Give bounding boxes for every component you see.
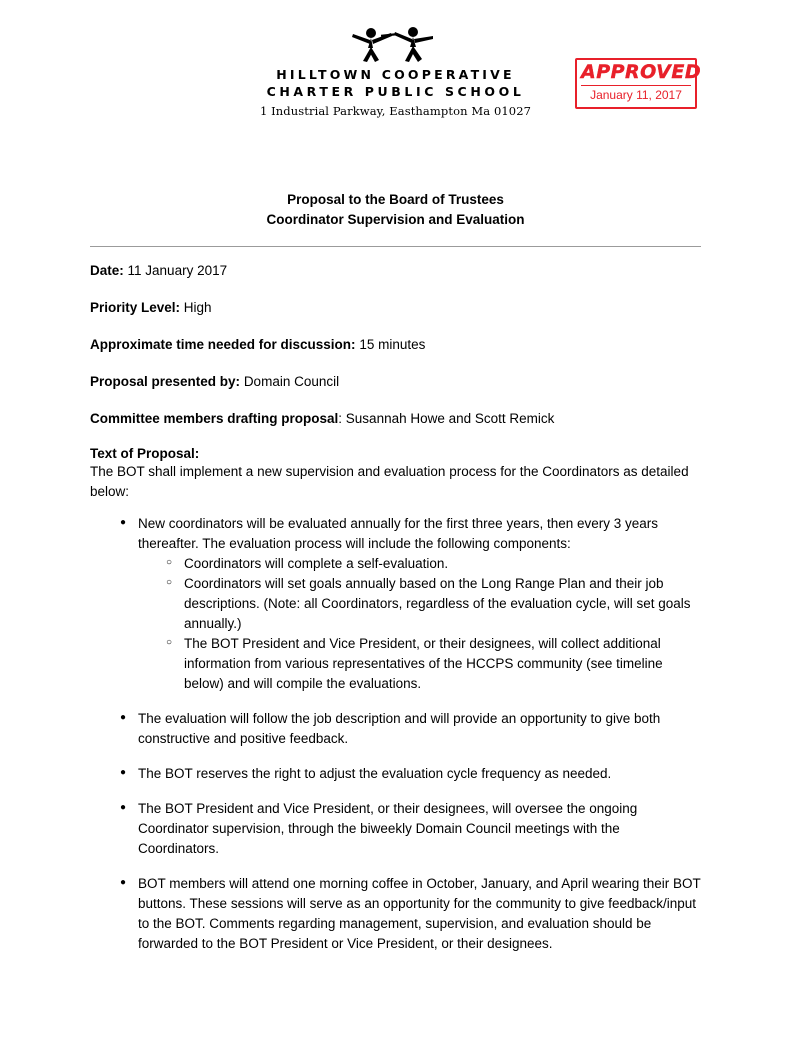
- title-line-2: Coordinator Supervision and Evaluation: [266, 212, 525, 227]
- page-title: [90, 190, 701, 230]
- meta-committee: [90, 409, 701, 428]
- bullet-text: BOT members will attend one morning coffee in October, January, and April wearing their BOT buttons. These sessions will serve as an opportunity for the community to give feedback/input to the BOT. Comments regarding management, supervision, and evaluation should be forwarded to the BOT President or Vice President, or their designees.: [138, 876, 701, 951]
- meta-priority-value: High: [183, 300, 212, 315]
- meta-time-value: 15 minutes: [359, 337, 426, 352]
- list-item: [138, 709, 701, 749]
- sub-bullet-text: The BOT President and Vice President, or their designees, will collect additional information from various representatives of the HCCPS community (see timeline below) and will compile the evaluations.: [184, 636, 663, 691]
- list-item: [138, 764, 701, 784]
- meta-committee-value: : Susannah Howe and Scott Remick: [338, 411, 555, 426]
- approved-stamp-date: January 11, 2017: [581, 85, 691, 103]
- bullet-text: The BOT reserves the right to adjust the evaluation cycle frequency as needed.: [138, 766, 612, 781]
- bullet-text: The BOT President and Vice President, or their designees, will oversee the ongoing Coordinator supervision, through the biweekly Domain Council meetings with the Coordinators.: [138, 801, 638, 856]
- header-divider: [90, 246, 701, 247]
- approved-stamp: [575, 58, 702, 109]
- approved-stamp-label: APPROVED: [581, 61, 702, 83]
- meta-date-label: Date:: [90, 263, 124, 278]
- meta-time: [90, 335, 701, 354]
- text-of-proposal-intro: The BOT shall implement a new supervision and evaluation process for the Coordinators as detailed below:: [90, 464, 689, 499]
- meta-time-label: Approximate time needed for discussion:: [90, 337, 356, 352]
- meta-date: [90, 261, 701, 280]
- document-header: [90, 28, 701, 148]
- meta-priority: [90, 298, 701, 317]
- list-item: [184, 574, 701, 634]
- document-page: [0, 28, 791, 1052]
- school-name-line2: CHARTER PUBLIC SCHOOL: [266, 84, 525, 99]
- two-running-figures-icon: [246, 28, 546, 64]
- school-logo: [246, 28, 546, 118]
- proposal-bullet-list: [90, 514, 701, 954]
- bullet-text: The evaluation will follow the job description and will provide an opportunity to give both constructive and positive feedback.: [138, 711, 661, 746]
- school-address: 1 Industrial Parkway, Easthampton Ma 01027: [259, 104, 532, 118]
- list-item: [184, 634, 701, 694]
- list-item: [138, 799, 701, 859]
- meta-presenter-label: Proposal presented by:: [90, 374, 241, 389]
- list-item: [138, 514, 701, 694]
- proposal-metadata: [90, 261, 701, 428]
- text-of-proposal-heading: Text of Proposal:: [90, 446, 200, 461]
- meta-presenter: [90, 372, 701, 391]
- bullet-text: New coordinators will be evaluated annually for the first three years, then every 3 years thereafter. The evaluation process will include the following components:: [138, 516, 659, 551]
- proposal-sub-list: [138, 554, 701, 694]
- list-item: [184, 554, 701, 574]
- sub-bullet-text: Coordinators will set goals annually based on the Long Range Plan and their job descriptions. (Note: all Coordinators, regardless of the evaluation cycle, will set goals annually.): [184, 576, 691, 631]
- school-name-line1: HILLTOWN COOPERATIVE: [276, 67, 515, 82]
- sub-bullet-text: Coordinators will complete a self-evaluation.: [184, 556, 449, 571]
- title-line-1: Proposal to the Board of Trustees: [287, 192, 504, 207]
- list-item: [138, 874, 701, 954]
- meta-committee-label: Committee members drafting proposal: [90, 411, 339, 426]
- meta-date-value: 11 January 2017: [127, 263, 228, 278]
- meta-priority-label: Priority Level:: [90, 300, 181, 315]
- meta-presenter-value: Domain Council: [243, 374, 340, 389]
